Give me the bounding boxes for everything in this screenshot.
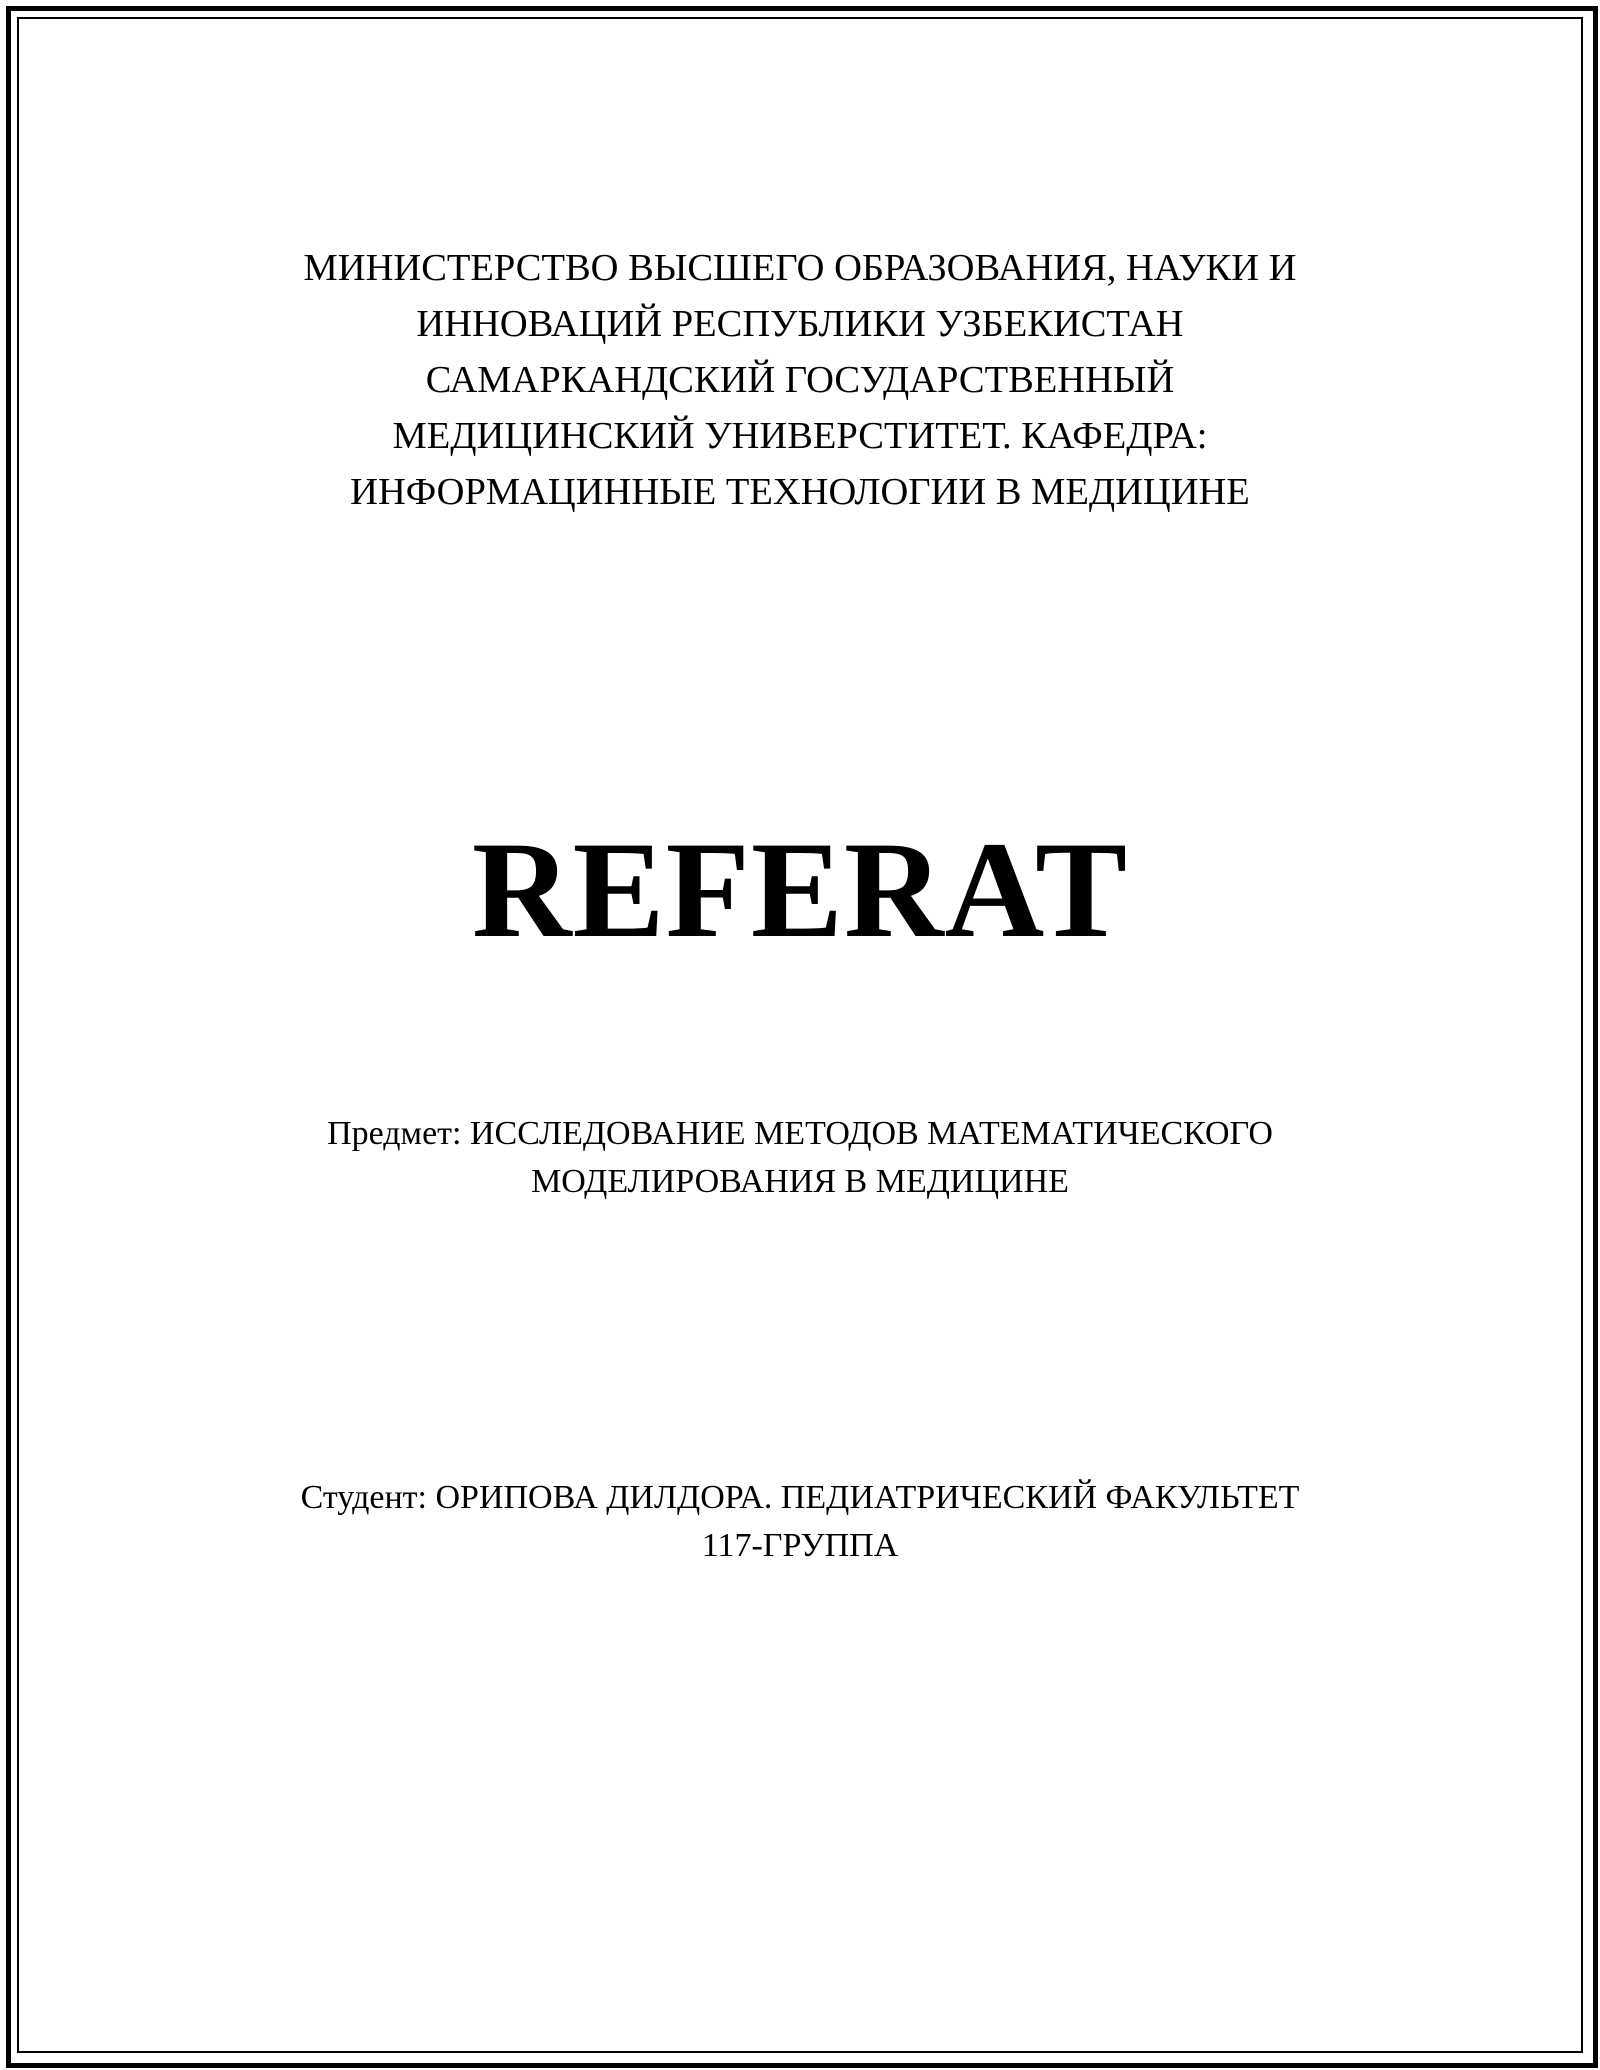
student-line: Студент: ОРИПОВА ДИЛДОРА. ПЕДИАТРИЧЕСКИЙ ФАКУЛЬТЕТ xyxy=(300,1479,1300,1516)
header-line: МЕДИЦИНСКИЙ УНИВЕРСТИТЕТ. КАФЕДРА: xyxy=(392,415,1208,457)
header-line: МИНИСТЕРСТВО ВЫСШЕГО ОБРАЗОВАНИЯ, НАУКИ И xyxy=(303,247,1297,289)
student-block xyxy=(0,1474,1600,1570)
institution-header xyxy=(0,240,1600,520)
document-title: REFERAT xyxy=(471,813,1129,966)
header-line: САМАРКАНДСКИЙ ГОСУДАРСТВЕННЫЙ xyxy=(425,359,1175,401)
subject-line: МОДЕЛИРОВАНИЯ В МЕДИЦИНЕ xyxy=(531,1163,1069,1200)
subject-block xyxy=(0,1110,1600,1206)
header-line: ИНФОРМАЦИННЫЕ ТЕХНОЛОГИИ В МЕДИЦИНЕ xyxy=(350,471,1250,513)
subject-line: Предмет: ИССЛЕДОВАНИЕ МЕТОДОВ МАТЕМАТИЧЕСКОГО xyxy=(327,1115,1273,1152)
header-line: ИННОВАЦИЙ РЕСПУБЛИКИ УЗБЕКИСТАН xyxy=(416,303,1184,345)
student-line: 117-ГРУППА xyxy=(701,1527,899,1564)
